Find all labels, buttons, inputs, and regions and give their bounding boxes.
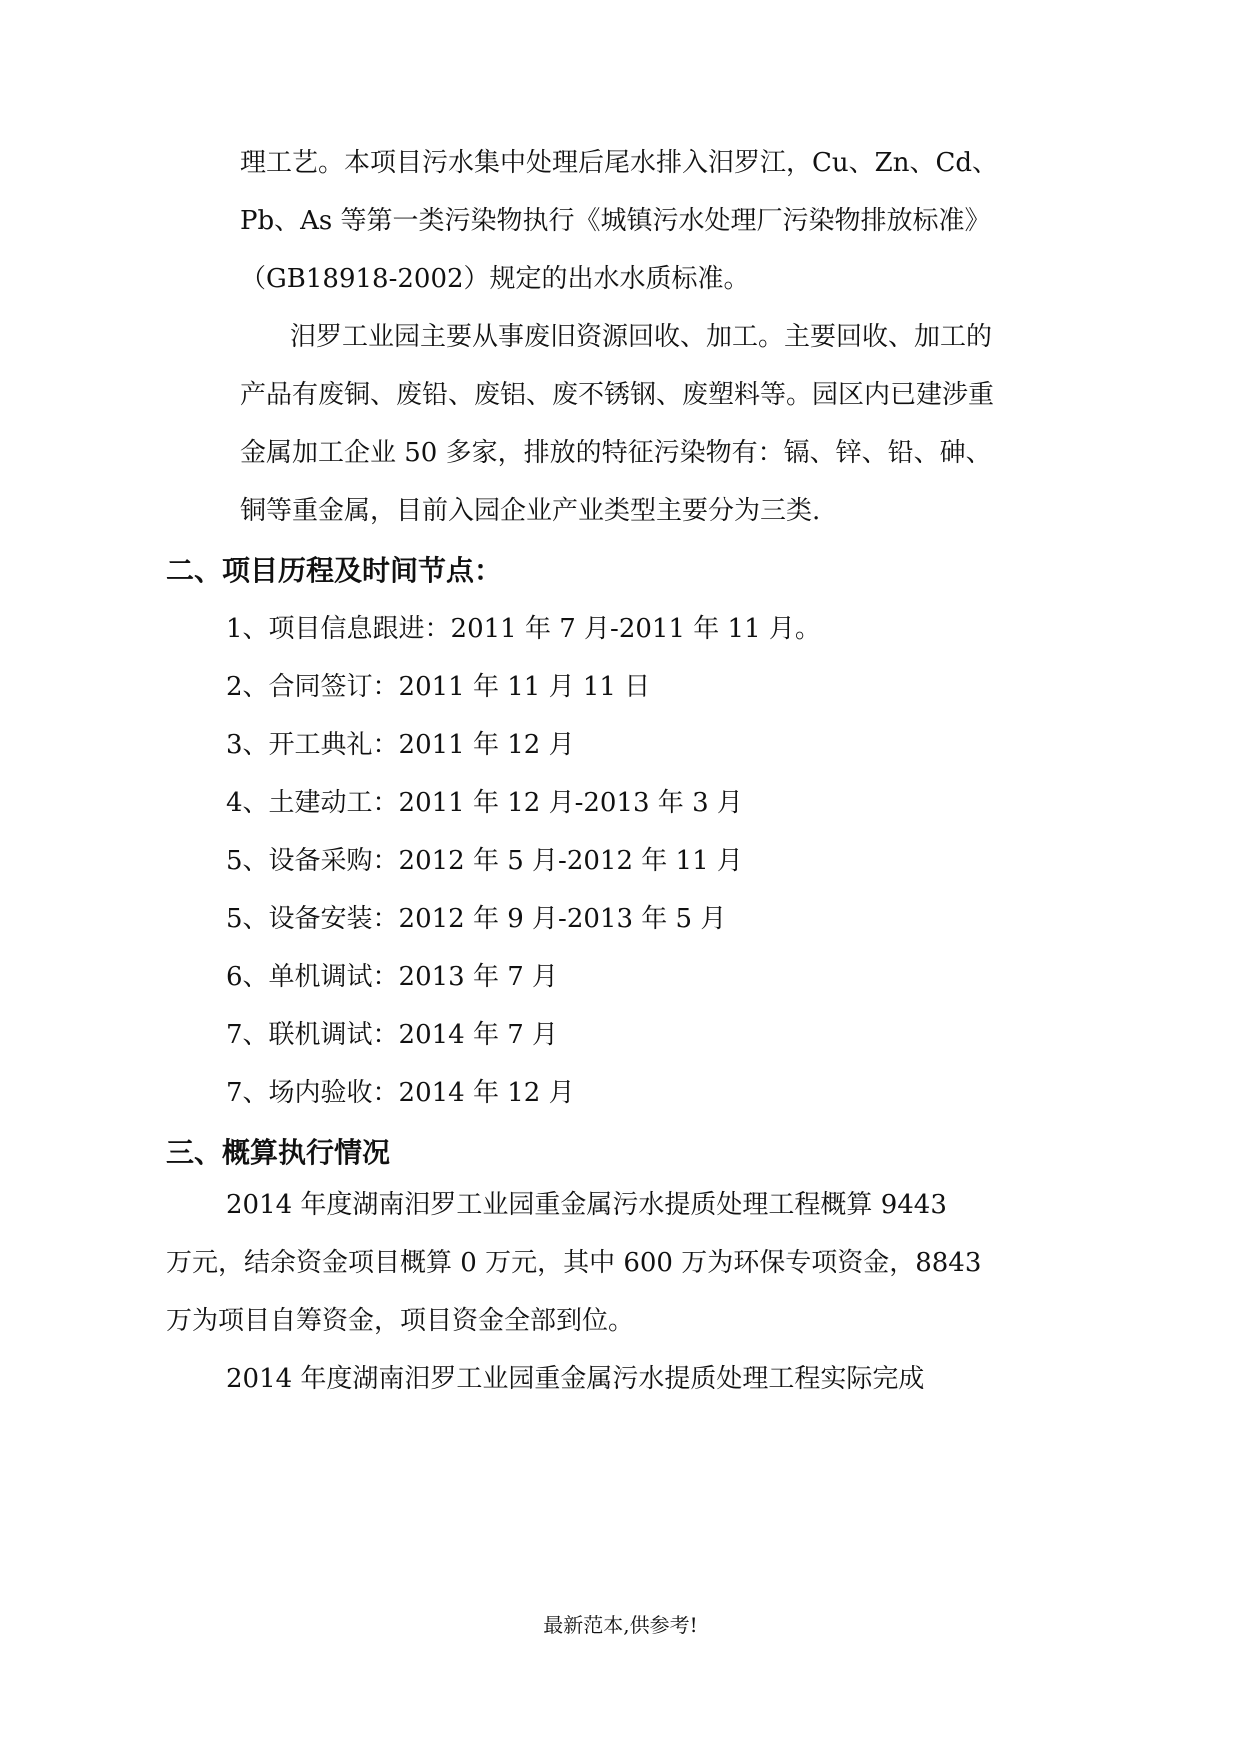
para1-line-3: （GB18918-2002）规定的出水水质标准。 [240,264,750,294]
para2-line-4: 铜等重金属，目前入园企业产业类型主要分为三类. [240,496,821,526]
section2-heading: 二、项目历程及时间节点： [166,554,503,587]
para3-line-2: 万元，结余资金项目概算 0 万元，其中 600 万为环保专项资金，8843 [166,1248,982,1278]
milestone-item: 4、土建动工：2011 年 12 月-2013 年 3 月 [226,788,743,818]
section3-heading: 三、概算执行情况 [166,1136,391,1169]
milestone-item: 6、单机调试：2013 年 7 月 [226,962,559,992]
para3-line-1: 2014 年度湖南汨罗工业园重金属污水提质处理工程概算 9443 [226,1190,947,1220]
milestone-item: 7、场内验收：2014 年 12 月 [226,1078,575,1108]
page-footer: 最新范本,供参考! [543,1613,698,1637]
milestone-item: 3、开工典礼：2011 年 12 月 [226,730,575,760]
para4-line-1: 2014 年度湖南汨罗工业园重金属污水提质处理工程实际完成 [226,1364,925,1394]
milestone-item: 2、合同签订：2011 年 11 月 11 日 [226,672,651,702]
milestone-item: 1、项目信息跟进：2011 年 7 月-2011 年 11 月。 [226,614,821,644]
para2-line-1: 汨罗工业园主要从事废旧资源回收、加工。主要回收、加工的 [290,322,993,352]
para1-line-1: 理工艺。本项目污水集中处理后尾水排入汨罗江，Cu、Zn、Cd、 [240,148,998,178]
para3-line-3: 万为项目自筹资金，项目资金全部到位。 [166,1306,635,1336]
milestone-item: 5、设备安装：2012 年 9 月-2013 年 5 月 [226,904,727,934]
para2-line-2: 产品有废铜、废铅、废铝、废不锈钢、废塑料等。园区内已建涉重 [240,380,995,410]
para1-line-2: Pb、As 等第一类污染物执行《城镇污水处理厂污染物排放标准》 [240,206,991,236]
milestone-item: 7、联机调试：2014 年 7 月 [226,1020,559,1050]
milestone-item: 5、设备采购：2012 年 5 月-2012 年 11 月 [226,846,743,876]
para2-line-3: 金属加工企业 50 多家，排放的特征污染物有：镉、锌、铅、砷、 [240,438,992,468]
